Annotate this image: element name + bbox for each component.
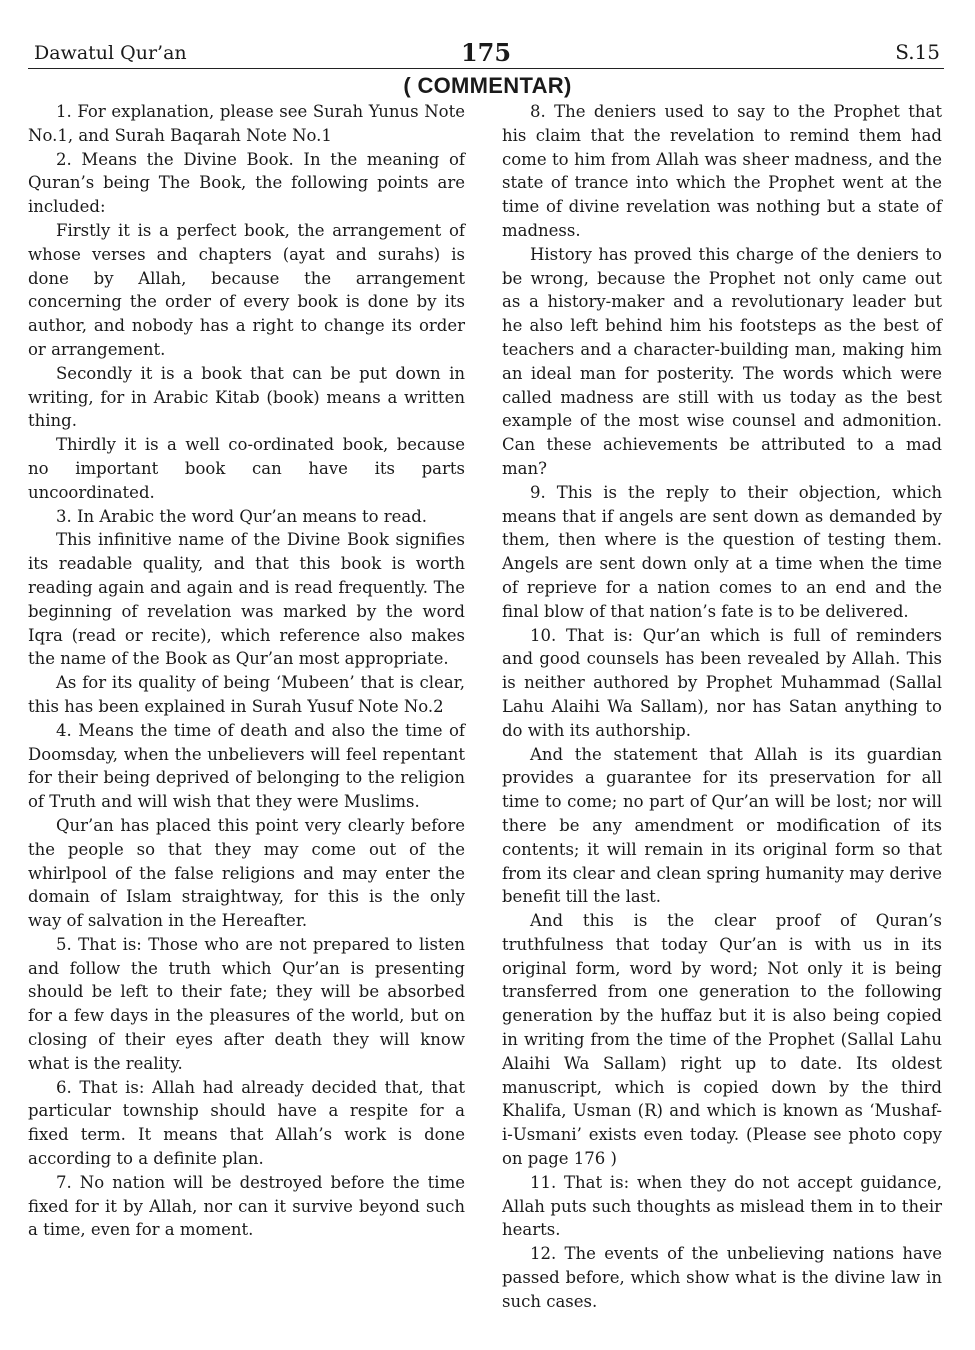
section-title: ( COMMENTAR) — [403, 73, 572, 98]
note-paragraph: 7. No nation will be destroyed before the time fixed for it by Allah, nor can it survive beyond such a time, even for a moment. — [28, 1172, 465, 1240]
note-paragraph: 6. That is: Allah had already decided that, that particular township should have a respite for a fixed term. It means that Allah’s work is done according to a definite plan. — [28, 1077, 465, 1169]
left-column — [28, 100, 465, 1242]
page-number: 175 — [460, 38, 512, 67]
note-paragraph: 5. That is: Those who are not prepared to listen and follow the truth which Qur’an is presenting should be left to their fate; they will be absorbed for a few days in the pleasures of the world, but on closing of their eyes after death they will know what is the reality. — [28, 934, 465, 1073]
note-paragraph: 1. For explanation, please see Surah Yunus Note No.1, and Surah Baqarah Note No.1 — [28, 102, 465, 145]
note-paragraph: 9. This is the reply to their objection, which means that if angels are sent down as demanded by them, then where is the question of testing them. Angels are sent down only at a time when the time of reprieve for a nation comes to an end and the final blow of that nation’s fate is to be delivered. — [502, 482, 942, 621]
note-paragraph: Secondly it is a book that can be put down in writing, for in Arabic Kitab (book) means a written thing. — [28, 363, 465, 431]
note-paragraph: As for its quality of being ‘Mubeen’ that is clear, this has been explained in Surah Yusuf Note No.2 — [28, 673, 465, 716]
note-paragraph: And the statement that Allah is its guardian provides a guarantee for its preservation for all time to come; no part of Qur’an will be lost; nor will there be any amendment or modification of its contents; it will remain in its original form so that from its clear and clean spring humanity may derive benefit till the last. — [502, 744, 942, 907]
right-column — [502, 100, 942, 1314]
note-paragraph: 10. That is: Qur’an which is full of reminders and good counsels has been revealed by Allah. This is neither authored by Prophet Muhammad (Sallal Lahu Alaihi Wa Sallam), nor has Satan anything to do with its authorship. — [502, 625, 942, 740]
note-paragraph: Firstly it is a perfect book, the arrangement of whose verses and chapters (ayat and surahs) is done by Allah, because the arrangement concerning the order of every book is done by its author, and nobody has a right to change its order or arrangement. — [28, 220, 465, 359]
book-title: Dawatul Qur’an — [34, 42, 187, 64]
note-paragraph: 8. The deniers used to say to the Prophet that his claim that the revelation to remind them had come to him from Allah was sheer madness, and the state of trance into which the Prophet went at the time of divine revelation was nothing but a state of madness. — [502, 102, 942, 240]
note-paragraph: Qur’an has placed this point very clearly before the people so that they may come out of the whirlpool of the false religions and may enter the domain of Islam straightway, for this is the only way of salvation in the Hereafter. — [28, 815, 465, 931]
note-paragraph: And this is the clear proof of Quran’s truthfulness that today Qur’an is with us in its original form, word by word; Not only it is being transferred from one generation to the following generation by the huffaz but it is also being copied in writing from the time of the Prophet (Sallal Lahu Alaihi Wa Sallam) right up to date. Its oldest manuscript, which is copied down by the third Khalifa, Usman (R) and which is known as ‘Mushaf-i-Usmani’ exists even today. (Please see photo copy on page 176 ) — [502, 911, 942, 1169]
running-header — [28, 38, 944, 69]
note-paragraph: Thirdly it is a well co-ordinated book, because no important book can have its parts uncoordinated. — [28, 435, 465, 502]
note-paragraph: 12. The events of the unbelieving nations have passed before, which show what is the divine law in such cases. — [502, 1244, 942, 1311]
surah-label: S.15 — [895, 40, 940, 64]
note-paragraph: 11. That is: when they do not accept guidance, Allah puts such thoughts as mislead them in to their hearts. — [502, 1172, 942, 1240]
note-paragraph: 3. In Arabic the word Qur’an means to read. — [56, 506, 428, 526]
note-paragraph: 4. Means the time of death and also the time of Doomsday, when the unbelievers will feel repentant for their being deprived of belonging to the religion of Truth and will wish that they were Muslims. — [28, 720, 465, 812]
note-paragraph: History has proved this charge of the deniers to be wrong, because the Prophet not only came out as a history-maker and a revolutionary leader but he also left behind him his footsteps as the best of teachers and a character-building man, making him an ideal man for posterity. The words which were called madness are still with us today as the best example of the most wise counsel and admonition. Can these achievements be attributed to a mad man? — [502, 244, 942, 478]
note-paragraph: This infinitive name of the Divine Book signifies its readable quality, and that this book is worth reading again and again and is read frequently. The beginning of revelation was marked by the word Iqra (read or recite), which reference also makes the name of the Book as Qur’an most appropriate. — [28, 530, 465, 669]
note-paragraph: 2. Means the Divine Book. In the meaning of Quran’s being The Book, the following points are included: — [28, 149, 465, 217]
